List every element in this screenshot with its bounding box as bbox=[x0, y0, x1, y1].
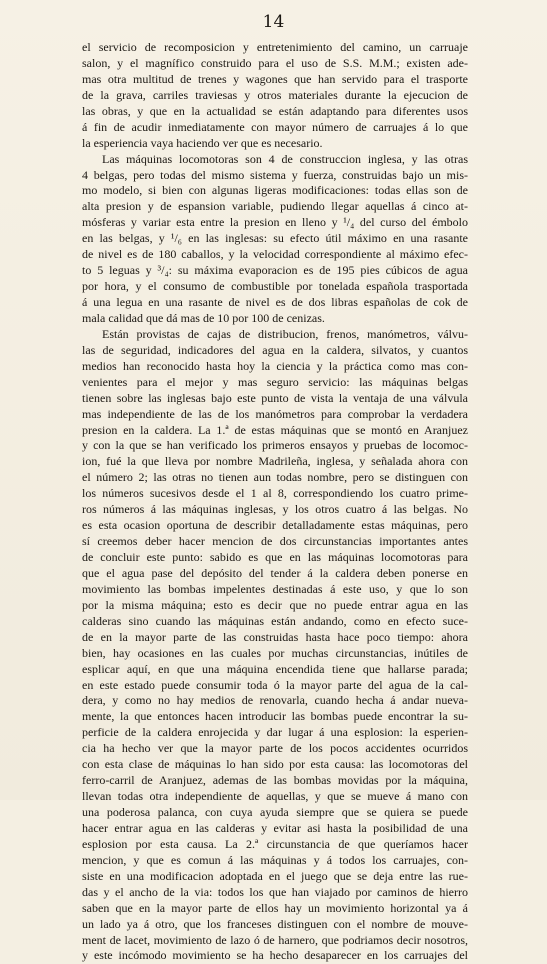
text-line: dera, y como no hay medios de renovarla, cuando hecha á andar nueva- bbox=[82, 693, 468, 708]
text-line: alta presion y de espansion variable, pudiendo llegar aquellas á cinco at- bbox=[82, 199, 468, 214]
text-line: el número 2; las otras no tienen aun todas nombre, pero se distinguen con bbox=[82, 470, 468, 485]
text-line: mencion, y que es comun á las máquinas y á todos los carruajes, con- bbox=[82, 852, 468, 867]
text-line: venientes para el mejor y mas seguro servicio: las máquinas belgas bbox=[82, 374, 468, 389]
text-line: con esta clase de máquinas lo han sido por esta causa: las locomotoras del bbox=[82, 757, 468, 772]
text-line: de concluir este punto: sabido es que en las máquinas locomotoras para bbox=[82, 550, 468, 564]
body-text bbox=[82, 40, 468, 964]
text-line: las obras, y que en la actualidad se están adaptando para diferentes usos bbox=[82, 103, 468, 118]
text-line: 4 belgas, pero todas del mismo sistema y fuerza, construidas bajo un mis- bbox=[82, 167, 468, 182]
text-line: por la misma máquina; esto es decir que no puede entrar agua en las bbox=[82, 597, 468, 612]
text-line: esplosion por esta causa. La 2.ª circunstancia de que queríamos hacer bbox=[82, 836, 468, 851]
text-line: es esta ocasion oportuna de describir detalladamente estas máquinas, pero bbox=[82, 518, 468, 533]
text-line: de la grava, carriles traviesas y otros materiales durante la ejecucion de bbox=[82, 87, 468, 102]
text-line: saben que en la mayor parte de ellos hay un movimiento horizontal ya á bbox=[82, 900, 468, 915]
text-line: hacer entrar agua en las calderas y evitar asi hasta la posibilidad de una bbox=[82, 820, 468, 835]
text-line: salon, y el magnífico construido para el uso de S.S. M.M.; existen ade- bbox=[82, 55, 468, 70]
text-line: ion, fué la que lleva por nombre Madrileña, inglesa, y señalada ahora con bbox=[82, 454, 468, 469]
text-line: un lado ya á otro, que los franceses distinguen con el nombre de mouve- bbox=[82, 916, 468, 931]
text-line: y con la que se han verificado los primeros ensayos y pruebas de locomoc- bbox=[82, 438, 468, 453]
text-line: ment de lacet, movimiento de lazo ó de harnero, que podriamos decir nosotros, bbox=[82, 932, 468, 947]
text-line: siste en una modificacion adoptada en el juego que se deja entre las rue- bbox=[82, 868, 468, 883]
text-line: una poderosa palanca, con cuya ayuda siempre que se quiera se puede bbox=[82, 805, 468, 819]
text-line: cia ha hecho ver que la mayor parte de los pocos accidentes ocurridos bbox=[82, 741, 468, 756]
text-line: que el agua pase del depósito del tender á la caldera deben ponerse en bbox=[82, 565, 468, 580]
text-line: los números sucesivos desde el 1 al 8, correspondiendo los cuatro prime- bbox=[82, 486, 468, 501]
text-line: calderas sino cuando las máquinas están andando, como en efecto suce- bbox=[82, 613, 468, 628]
text-line: perficie de la caldera enrojecida y dar lugar á una esplosion: la esperien- bbox=[82, 725, 468, 740]
text-line: ros números á las máquinas inglesas, y los otros cuatro á las belgas. No bbox=[82, 502, 468, 517]
text-line: to 5 leguas y ³/₄: su máxima evaporacion es de 195 pies cúbicos de agua bbox=[82, 263, 468, 278]
text-line: ferro-carril de Aranjuez, ademas de las bombas movidas por la máquina, bbox=[82, 773, 468, 788]
text-line: en este estado puede consumir toda ó la mayor parte del agua de la cal- bbox=[82, 677, 468, 692]
text-line: esplicar aquí, en que una máquina encendida tiene que hallarse parada; bbox=[82, 661, 468, 676]
text-line: las de seguridad, indicadores del agua en la caldera, silvatos, y cuantos bbox=[82, 342, 468, 357]
text-line: por hora, y el consumo de combustible por tonelada española trasportada bbox=[82, 279, 468, 294]
text-line: mósferas y variar esta entre la presion en lleno y ¹/₄ del curso del émbolo bbox=[82, 215, 468, 230]
text-line: el servicio de recomposicion y entretenimiento del camino, un carruaje bbox=[82, 40, 468, 54]
text-line: y este incómodo movimiento se ha hecho desaparecer en los carruajes del bbox=[82, 948, 468, 963]
text-line: Están provistas de cajas de distribucion, frenos, manómetros, válvu- bbox=[102, 326, 468, 341]
text-line: llevan todas otra independiente de aquellas, y que se mueve á mano con bbox=[82, 789, 468, 804]
text-line: á fin de acudir inmediatamente con mayor número de carruajes á lo que bbox=[82, 119, 468, 134]
text-line: á una legua en una rasante de nivel es de dos libras españolas de cok de bbox=[82, 295, 468, 309]
text-line: movimiento las bombas impelentes destinadas á este uso, y que lo son bbox=[82, 581, 468, 596]
page-number: 14 bbox=[262, 12, 285, 32]
text-line: mala calidad que dá mas de 10 por 100 de cenizas. bbox=[82, 310, 325, 325]
text-line: mo modelo, si bien con algunas ligeras modificaciones: todas ellas son de bbox=[82, 183, 468, 198]
text-line: medios han reconocido hasta hoy la ciencia y la práctica como mas con- bbox=[82, 358, 468, 373]
text-line: de nivel es de 180 caballos, y la velocidad correspondiente al máximo efec- bbox=[82, 247, 468, 262]
text-line: de en la mayor parte de las construidas hasta hace poco tiempo: ahora bbox=[82, 629, 468, 644]
text-line: en las belgas, y ¹/₆ en las inglesas: su efecto útil máximo en una rasante bbox=[82, 231, 468, 246]
text-line: mente, la que entonces hacen introducir las bombas puede encontrar la su- bbox=[82, 709, 468, 724]
text-line: sí creemos deber hacer mencion de dos circunstancias importantes antes bbox=[82, 534, 468, 549]
text-line: tienen sobre las inglesas bajo este punto de vista la ventaja de una válvula bbox=[82, 390, 468, 405]
text-line: Las máquinas locomotoras son 4 de construccion inglesa, y las otras bbox=[102, 151, 468, 166]
text-line: la esperiencia vaya haciendo ver que es necesario. bbox=[82, 135, 323, 150]
text-line: mas independiente de las de los manómetros para comprobar la verdadera bbox=[82, 406, 468, 421]
text-line: mas otra multitud de trenes y wagones que han servido para el trasporte bbox=[82, 71, 468, 86]
text-line: das y el ancho de la via: todos los que han viajado por caminos de hierro bbox=[82, 884, 468, 899]
text-line: bien, hay ocasiones en las cuales por muchas circunstancias, inútiles de bbox=[82, 645, 468, 660]
text-line: presion en la caldera. La 1.ª de estas máquinas que se montó en Aranjuez bbox=[82, 422, 468, 437]
